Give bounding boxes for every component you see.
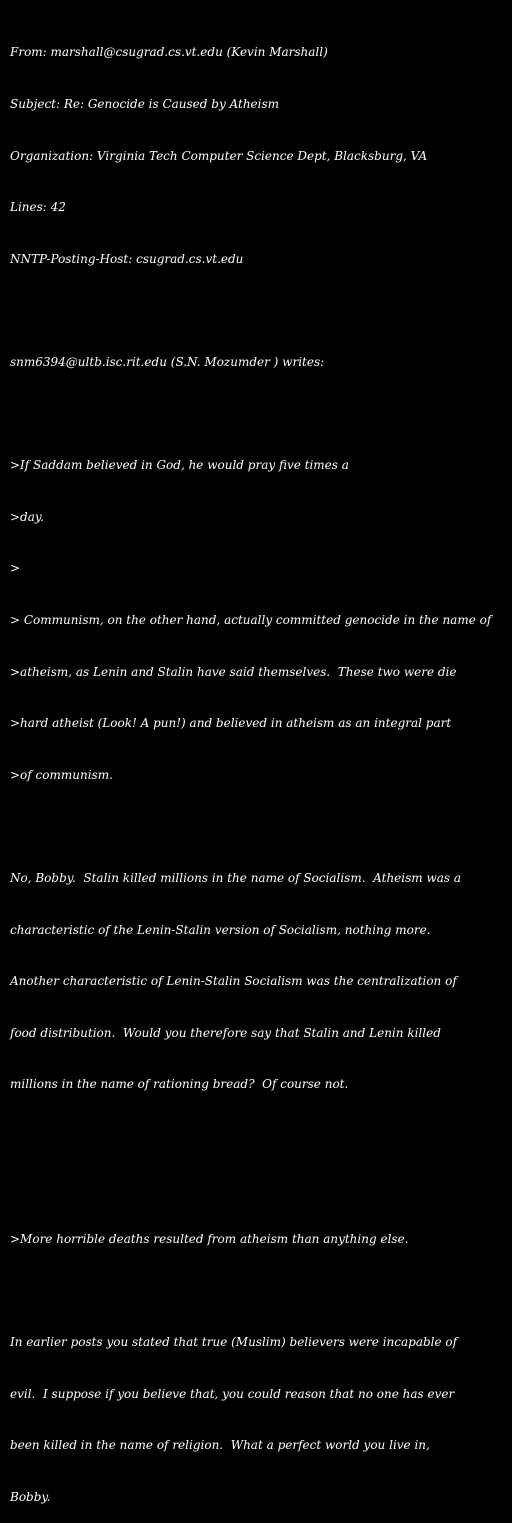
quoted-line: > Communism, on the other hand, actually committed genocide in the name of — [10, 612, 492, 627]
header-from: From: marshall@csugrad.cs.vt.edu (Kevin Marshall) — [10, 45, 328, 60]
header-organization: Organization: Virginia Tech Computer Science Dept, Blacksburg, VA — [10, 148, 428, 163]
blank-line — [10, 1128, 470, 1145]
attribution-line: snm6394@ultb.isc.rit.edu (S.N. Mozumder ) writes: — [10, 354, 325, 369]
reply-line: No, Bobby. Stalin killed millions in the name of Socialism. Atheism was a — [10, 870, 462, 885]
quoted-line: >of communism. — [10, 767, 113, 782]
usenet-post — [10, 10, 492, 1523]
reply-line: Another characteristic of Lenin-Stalin Socialism was the centralization of — [10, 974, 457, 989]
quoted-line: >More horrible deaths resulted from atheism than anything else. — [10, 1232, 409, 1247]
quoted-line: >atheism, as Lenin and Stalin have said themselves. These two were die — [10, 664, 457, 679]
reply-line: evil. I suppose if you believe that, you could reason that no one has ever — [10, 1386, 455, 1401]
quoted-line: > — [10, 561, 21, 576]
header-lines: Lines: 42 — [10, 200, 66, 215]
reply-line: been killed in the name of religion. What a perfect world you live in, — [10, 1438, 430, 1453]
blank-line — [10, 1283, 470, 1300]
reply-line: Bobby. — [10, 1490, 51, 1505]
reply-line: millions in the name of rationing bread? Of course not. — [10, 1077, 349, 1092]
blank-line — [10, 1179, 470, 1196]
reply-line: In earlier posts you stated that true (Muslim) believers were incapable of — [10, 1335, 458, 1350]
quoted-line: >If Saddam believed in God, he would pray five times a — [10, 458, 349, 473]
reply-line: food distribution. Would you therefore say that Stalin and Lenin killed — [10, 1025, 441, 1040]
blank-line — [10, 302, 470, 319]
blank-line — [10, 818, 470, 835]
reply-line: characteristic of the Lenin-Stalin version of Socialism, nothing more. — [10, 922, 431, 937]
quoted-line: >day. — [10, 509, 44, 524]
header-nntp-host: NNTP-Posting-Host: csugrad.cs.vt.edu — [10, 251, 244, 266]
quoted-line: >hard atheist (Look! A pun!) and believed in atheism as an integral part — [10, 716, 452, 731]
header-subject: Subject: Re: Genocide is Caused by Atheism — [10, 97, 280, 111]
blank-line — [10, 406, 470, 423]
